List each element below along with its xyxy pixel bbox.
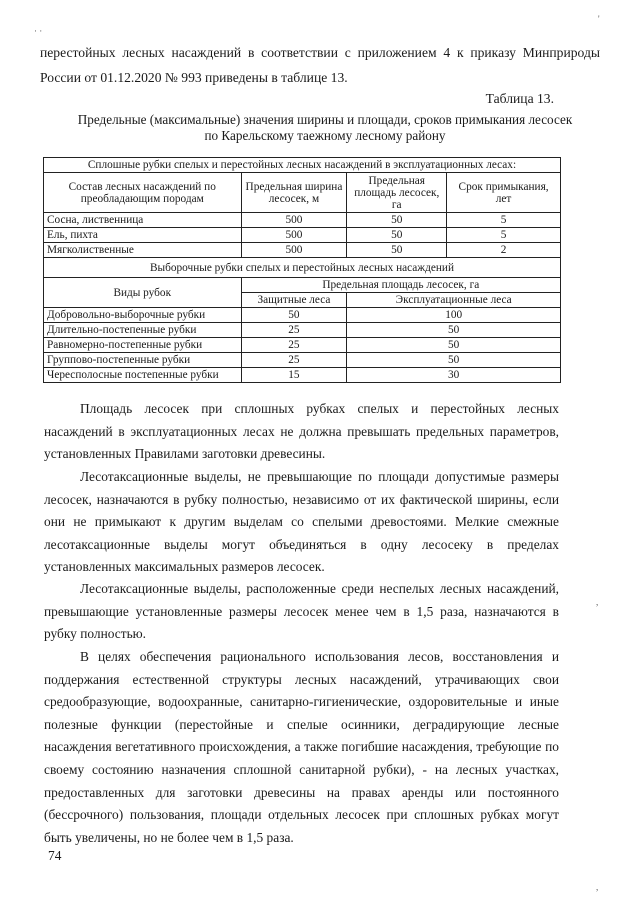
table-row bbox=[44, 213, 561, 228]
cell-cutting-type: Равномерно-постепенные рубки bbox=[44, 338, 242, 353]
paragraph-3 bbox=[44, 578, 559, 646]
section-1-title: Сплошные рубки спелых и перестойных лесных насаждений в эксплуатационных лесах: bbox=[44, 158, 561, 173]
cell-cutting-type: Группово-постепенные рубки bbox=[44, 353, 242, 368]
scan-speck: , bbox=[596, 882, 599, 892]
header-exploitation: Эксплуатационные леса bbox=[347, 293, 561, 308]
cell-protective: 25 bbox=[241, 353, 347, 368]
table-label: Таблица 13. bbox=[485, 91, 554, 106]
cell-area: 50 bbox=[347, 213, 447, 228]
cell-protective: 50 bbox=[241, 308, 347, 323]
cell-width: 500 bbox=[241, 228, 347, 243]
cell-cutting-type: Длительно-постепенные рубки bbox=[44, 323, 242, 338]
cell-protective: 25 bbox=[241, 323, 347, 338]
section-1-row bbox=[44, 158, 561, 173]
cell-species: Ель, пихта bbox=[44, 228, 242, 243]
cell-species: Мягколиственные bbox=[44, 243, 242, 258]
cell-cutting-type: Чересполосные постепенные рубки bbox=[44, 368, 242, 383]
table-row bbox=[44, 228, 561, 243]
intro-line-2: России от 01.12.2020 № 993 приведены в таблице 13. bbox=[40, 70, 348, 85]
cell-term: 2 bbox=[447, 243, 561, 258]
paragraph-4-text: В целях обеспечения рационального использования лесов, восстановления и поддержания естественной структуры лесных насаждений, утрачивающих свои средообразующие, водоохранные, санитарно-гигиенические, оздоровительные и иные полезные функции (перестойные и спелые осинники, деградирующие лесные насаждения вегетативного происхождения, а также погибшие насаждения, требующие по своему состоянию назначения сплошной санитарной рубки), - на лесных участках, предоставленных для заготовки древесины на правах аренды или постоянного (бессрочного) пользования, площади отдельных лесосек при сплошных рубках могут быть увеличены, но не более чем в 1,5 раза. bbox=[44, 649, 559, 845]
cell-area: 50 bbox=[347, 228, 447, 243]
cell-cutting-type: Добровольно-выборочные рубки bbox=[44, 308, 242, 323]
scan-speck: · · bbox=[34, 26, 43, 36]
page-number: 74 bbox=[48, 848, 62, 863]
header-max-width: Предельная ширина лесосек, м bbox=[241, 173, 347, 213]
table-row bbox=[44, 308, 561, 323]
table-caption-line-2: по Карельскому таежному лесному району bbox=[204, 128, 446, 143]
header-cutting-types: Виды рубок bbox=[44, 278, 242, 308]
paragraph-1-text: Площадь лесосек при сплошных рубках спелых и перестойных лесных насаждений в эксплуатационных лесах не должна превышать предельных параметров, установленных Правилами заготовки древесины. bbox=[44, 401, 559, 462]
header-adjacency-term: Срок примыкания, лет bbox=[447, 173, 561, 213]
table-row bbox=[44, 323, 561, 338]
section-2-title: Выборочные рубки спелых и перестойных лесных насаждений bbox=[44, 258, 561, 278]
cell-term: 5 bbox=[447, 213, 561, 228]
cutting-norms-table bbox=[43, 157, 561, 383]
scan-speck: , bbox=[596, 597, 599, 607]
header-area-group: Предельная площадь лесосек, га bbox=[241, 278, 560, 293]
header-max-area: Предельная площадь лесосек, га bbox=[347, 173, 447, 213]
table-row bbox=[44, 243, 561, 258]
cell-area: 50 bbox=[347, 243, 447, 258]
cell-exploitation: 50 bbox=[347, 338, 561, 353]
paragraph-3-text: Лесотаксационные выделы, расположенные среди неспелых лесных насаждений, превышающие установленные размеры лесосек менее чем в 1,5 раза, назначаются в рубку полностью. bbox=[44, 581, 559, 642]
header-row-1 bbox=[44, 173, 561, 213]
cell-term: 5 bbox=[447, 228, 561, 243]
cell-exploitation: 100 bbox=[347, 308, 561, 323]
cell-protective: 25 bbox=[241, 338, 347, 353]
table-row bbox=[44, 353, 561, 368]
header-row-2 bbox=[44, 278, 561, 293]
header-composition: Состав лесных насаждений по преобладающим породам bbox=[44, 173, 242, 213]
cell-exploitation: 30 bbox=[347, 368, 561, 383]
table-row bbox=[44, 338, 561, 353]
table-row bbox=[44, 368, 561, 383]
cell-exploitation: 50 bbox=[347, 323, 561, 338]
cell-protective: 15 bbox=[241, 368, 347, 383]
intro-line-1: перестойных лесных насаждений в соответствии с приложением 4 к приказу Минприроды bbox=[40, 45, 600, 60]
cell-exploitation: 50 bbox=[347, 353, 561, 368]
paragraph-2-text: Лесотаксационные выделы, не превышающие по площади допустимые размеры лесосек, назначаются в рубку полностью, независимо от их фактической ширины, если они не примыкают к другим выделам со спелыми древостоями. Мелкие смежные лесотаксационные выделы могут объединяться в одну лесосеку в пределах установленных максимальных размеров лесосек. bbox=[44, 469, 559, 575]
header-protective: Защитные леса bbox=[241, 293, 347, 308]
cell-species: Сосна, лиственница bbox=[44, 213, 242, 228]
cell-width: 500 bbox=[241, 243, 347, 258]
table-caption-line-1: Предельные (максимальные) значения ширины и площади, сроков примыкания лесосек bbox=[77, 112, 573, 127]
section-2-row bbox=[44, 258, 561, 278]
scan-speck: ' bbox=[598, 14, 600, 24]
cell-width: 500 bbox=[241, 213, 347, 228]
paragraph-2 bbox=[44, 466, 559, 579]
paragraph-1 bbox=[44, 398, 559, 466]
paragraph-4 bbox=[44, 646, 559, 849]
